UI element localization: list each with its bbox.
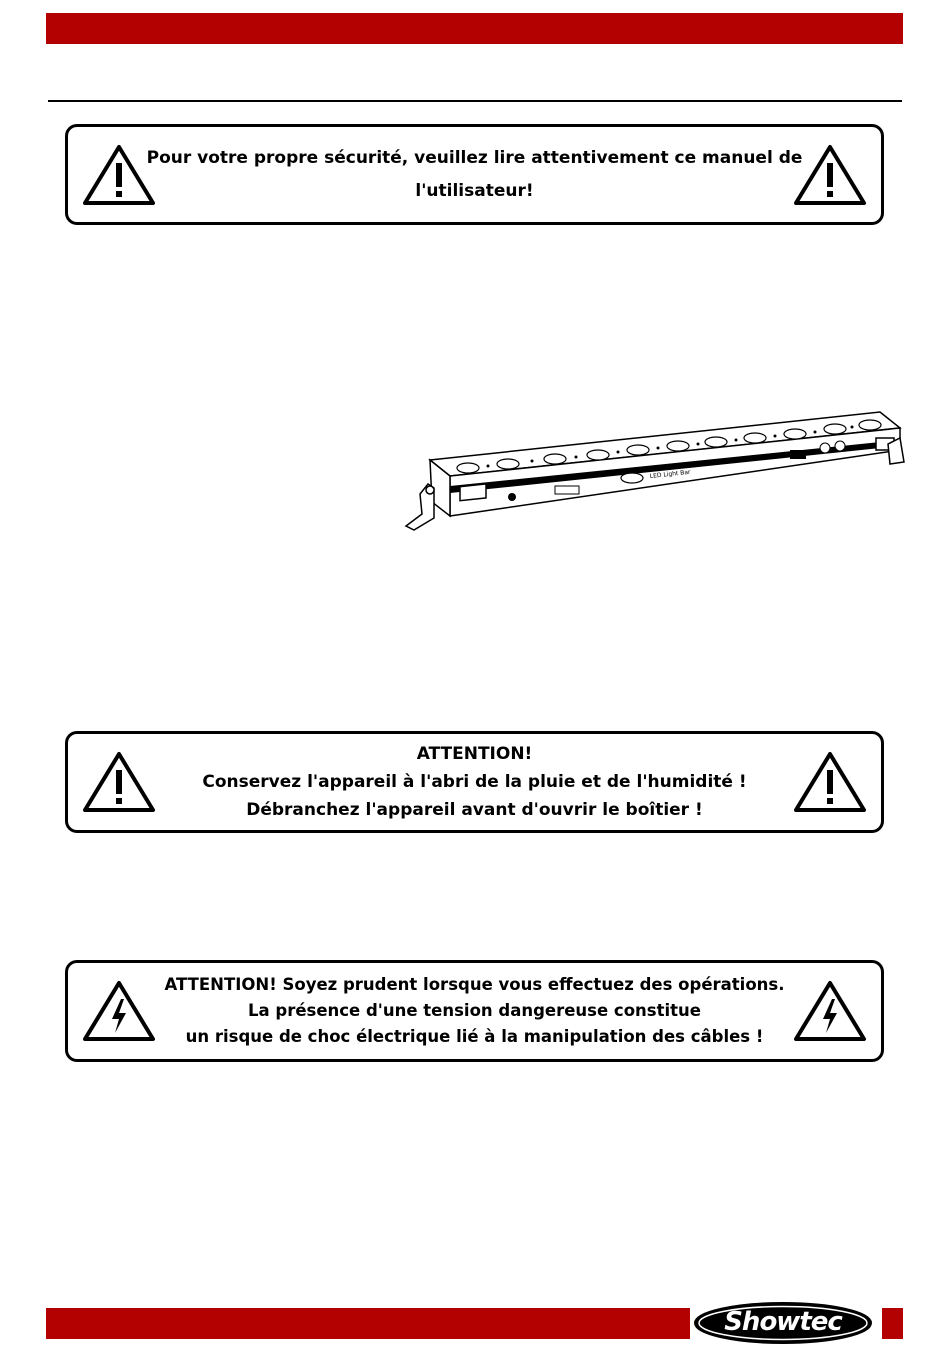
warning-text [164, 963, 785, 1059]
moisture-warning-box [65, 731, 884, 833]
warning-line: Débranchez l'appareil avant d'ouvrir le boîtier ! [246, 800, 703, 820]
exclamation-triangle-icon [792, 750, 868, 814]
warning-line: Conservez l'appareil à l'abri de la pluie et de l'humidité ! [202, 772, 747, 792]
warning-line: La présence d'une tension dangereuse constitue [247, 1001, 701, 1020]
high-voltage-triangle-icon [81, 979, 157, 1043]
exclamation-triangle-icon [81, 750, 157, 814]
logo-text: Showtec [724, 1307, 842, 1337]
safety-warning-box [65, 124, 884, 225]
header-red-bar [46, 13, 903, 44]
showtec-logo [692, 1300, 880, 1346]
electric-shock-warning-box [65, 960, 884, 1062]
footer-red-bar-end [882, 1308, 903, 1339]
warning-heading: ATTENTION! [416, 744, 533, 764]
warning-text [146, 127, 803, 222]
warning-line: un risque de choc électrique lié à la manipulation des câbles ! [185, 1027, 764, 1046]
exclamation-triangle-icon [81, 143, 157, 207]
header-rule [48, 100, 902, 102]
svg-text:LED Light Bar: LED Light Bar [649, 468, 691, 480]
warning-line: l'utilisateur! [415, 180, 534, 201]
footer-red-bar [46, 1308, 690, 1339]
high-voltage-triangle-icon [792, 979, 868, 1043]
warning-line: ATTENTION! Soyez prudent lorsque vous effectuez des opérations. [164, 975, 785, 994]
warning-text [168, 734, 781, 830]
exclamation-triangle-icon [792, 143, 868, 207]
led-light-bar-illustration [400, 398, 905, 543]
warning-line: Pour votre propre sécurité, veuillez lire attentivement ce manuel de [146, 147, 803, 168]
